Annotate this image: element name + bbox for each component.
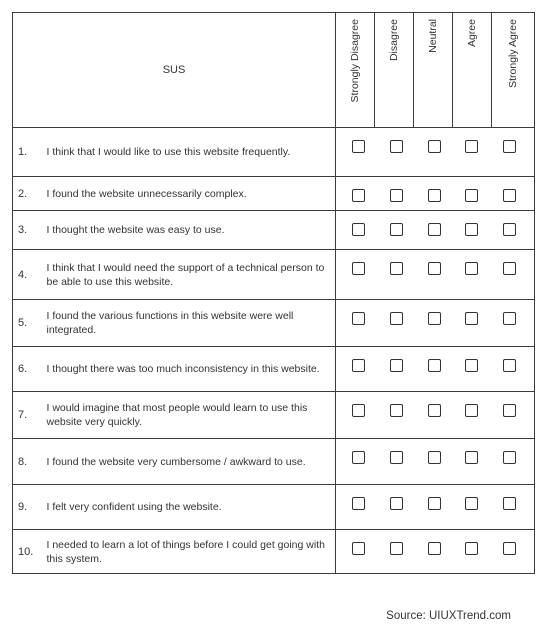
checkbox-strongly-disagree[interactable] — [352, 497, 365, 510]
table-row — [13, 250, 535, 300]
option-header-strongly-disagree: Strongly Disagree — [336, 13, 375, 128]
question-text: I found the website very cumbersome / awkward to use. — [44, 439, 336, 485]
checkbox-strongly-agree[interactable] — [503, 404, 516, 417]
option-header-strongly-agree: Strongly Agree — [492, 13, 535, 128]
question-text: I would imagine that most people would learn to use this website very quickly. — [44, 392, 336, 439]
question-number: 6. — [13, 347, 44, 392]
table-row — [13, 392, 535, 439]
checkbox-disagree[interactable] — [390, 140, 403, 153]
table-row — [13, 530, 535, 574]
header-row — [13, 13, 535, 128]
checkbox-strongly-disagree[interactable] — [352, 140, 365, 153]
question-number: 4. — [13, 250, 44, 300]
questions-table — [12, 127, 535, 574]
checkbox-agree[interactable] — [465, 312, 478, 325]
option-header-neutral: Neutral — [414, 13, 453, 128]
checkbox-agree[interactable] — [465, 140, 478, 153]
question-number: 10. — [13, 530, 44, 574]
checkbox-neutral[interactable] — [428, 223, 441, 236]
checkbox-disagree[interactable] — [390, 262, 403, 275]
table-row — [13, 347, 535, 392]
checkbox-neutral[interactable] — [428, 189, 441, 202]
checkbox-agree[interactable] — [465, 359, 478, 372]
checkbox-neutral[interactable] — [428, 262, 441, 275]
checkbox-agree[interactable] — [465, 262, 478, 275]
answer-options — [336, 347, 535, 392]
question-number: 3. — [13, 211, 44, 250]
checkbox-strongly-agree[interactable] — [503, 542, 516, 555]
checkbox-disagree[interactable] — [390, 542, 403, 555]
checkbox-disagree[interactable] — [390, 359, 403, 372]
checkbox-agree[interactable] — [465, 451, 478, 464]
table-row — [13, 485, 535, 530]
table-row — [13, 211, 535, 250]
question-number: 2. — [13, 177, 44, 211]
checkbox-strongly-agree[interactable] — [503, 497, 516, 510]
table-row — [13, 128, 535, 177]
answer-options — [336, 250, 535, 300]
checkbox-disagree[interactable] — [390, 223, 403, 236]
sus-table — [12, 12, 535, 128]
option-header-disagree: Disagree — [375, 13, 414, 128]
sus-questionnaire — [12, 12, 534, 594]
question-number: 7. — [13, 392, 44, 439]
checkbox-agree[interactable] — [465, 542, 478, 555]
checkbox-strongly-disagree[interactable] — [352, 451, 365, 464]
checkbox-strongly-agree[interactable] — [503, 223, 516, 236]
answer-options — [336, 177, 535, 211]
table-row — [13, 300, 535, 347]
checkbox-strongly-agree[interactable] — [503, 262, 516, 275]
checkbox-agree[interactable] — [465, 223, 478, 236]
question-text: I found the website unnecessarily complex. — [44, 177, 336, 211]
checkbox-neutral[interactable] — [428, 451, 441, 464]
question-text: I needed to learn a lot of things before I could get going with this system. — [44, 530, 336, 574]
answer-options — [336, 392, 535, 439]
checkbox-agree[interactable] — [465, 189, 478, 202]
checkbox-disagree[interactable] — [390, 404, 403, 417]
checkbox-strongly-disagree[interactable] — [352, 223, 365, 236]
checkbox-disagree[interactable] — [390, 189, 403, 202]
table-title: SUS — [13, 13, 336, 128]
checkbox-strongly-disagree[interactable] — [352, 542, 365, 555]
checkbox-strongly-disagree[interactable] — [352, 189, 365, 202]
table-row — [13, 177, 535, 211]
checkbox-strongly-disagree[interactable] — [352, 262, 365, 275]
checkbox-neutral[interactable] — [428, 312, 441, 325]
question-number: 8. — [13, 439, 44, 485]
answer-options — [336, 439, 535, 485]
question-number: 5. — [13, 300, 44, 347]
question-text: I think that I would like to use this website frequently. — [44, 128, 336, 177]
option-header-agree: Agree — [453, 13, 492, 128]
question-number: 9. — [13, 485, 44, 530]
answer-options — [336, 485, 535, 530]
question-text: I found the various functions in this website were well integrated. — [44, 300, 336, 347]
checkbox-strongly-disagree[interactable] — [352, 359, 365, 372]
checkbox-disagree[interactable] — [390, 497, 403, 510]
checkbox-strongly-disagree[interactable] — [352, 404, 365, 417]
checkbox-agree[interactable] — [465, 497, 478, 510]
checkbox-neutral[interactable] — [428, 542, 441, 555]
checkbox-strongly-agree[interactable] — [503, 189, 516, 202]
question-text: I felt very confident using the website. — [44, 485, 336, 530]
answer-options — [336, 211, 535, 250]
checkbox-disagree[interactable] — [390, 451, 403, 464]
answer-options — [336, 300, 535, 347]
checkbox-strongly-agree[interactable] — [503, 312, 516, 325]
question-text: I thought there was too much inconsistency in this website. — [44, 347, 336, 392]
checkbox-disagree[interactable] — [390, 312, 403, 325]
answer-options — [336, 128, 535, 177]
question-number: 1. — [13, 128, 44, 177]
source-credit: Source: UIUXTrend.com — [386, 610, 511, 622]
checkbox-strongly-agree[interactable] — [503, 451, 516, 464]
checkbox-neutral[interactable] — [428, 404, 441, 417]
checkbox-neutral[interactable] — [428, 140, 441, 153]
checkbox-neutral[interactable] — [428, 359, 441, 372]
checkbox-agree[interactable] — [465, 404, 478, 417]
checkbox-strongly-agree[interactable] — [503, 140, 516, 153]
checkbox-neutral[interactable] — [428, 497, 441, 510]
checkbox-strongly-agree[interactable] — [503, 359, 516, 372]
answer-options — [336, 530, 535, 574]
question-text: I thought the website was easy to use. — [44, 211, 336, 250]
checkbox-strongly-disagree[interactable] — [352, 312, 365, 325]
table-row — [13, 439, 535, 485]
question-text: I think that I would need the support of a technical person to be able to use this website. — [44, 250, 336, 300]
